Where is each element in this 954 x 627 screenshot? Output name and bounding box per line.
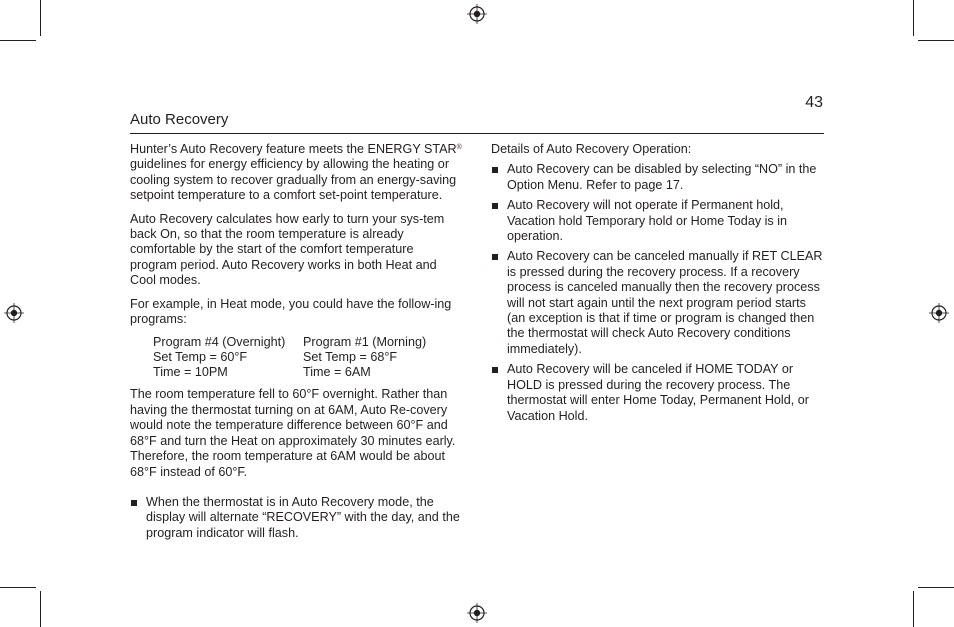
bullet-square-icon xyxy=(492,367,498,373)
table-row xyxy=(153,335,426,350)
list-item: Auto Recovery can be disabled by selecting “NO” in the Option Menu. Refer to page 17. xyxy=(491,162,824,193)
crop-mark xyxy=(40,591,41,627)
table-cell: Time = 10PM xyxy=(153,365,228,380)
registration-mark-icon xyxy=(929,303,949,323)
crop-mark xyxy=(40,0,41,36)
bullet-square-icon xyxy=(492,254,498,260)
list-item: Auto Recovery will be canceled if HOME TODAY or HOLD is pressed during the recovery process. The thermostat will enter Home Today, Permanent Hold, or Vacation Hold. xyxy=(491,362,824,424)
right-column xyxy=(491,142,824,429)
table-row xyxy=(153,350,426,365)
header-divider xyxy=(130,133,824,134)
registration-mark-icon xyxy=(467,4,487,24)
page-number: 43 xyxy=(805,94,823,111)
details-heading: Details of Auto Recovery Operation: xyxy=(491,142,692,156)
right-bullet-list xyxy=(491,162,824,424)
left-column xyxy=(130,142,463,546)
registration-mark-icon xyxy=(4,303,24,323)
list-item: Auto Recovery will not operate if Permanent hold, Vacation hold Temporary hold or Home Today is in operation. xyxy=(491,198,824,244)
program-table xyxy=(153,335,426,380)
crop-mark xyxy=(913,591,914,627)
list-item: When the thermostat is in Auto Recovery mode, the display will alternate “RECOVERY” with the day, and the program indicator will flash. xyxy=(130,495,463,541)
crop-mark xyxy=(0,40,36,41)
registration-mark-icon xyxy=(467,603,487,623)
crop-mark xyxy=(918,40,954,41)
bullet-square-icon xyxy=(492,167,498,173)
intro-paragraph: Hunter’s Auto Recovery feature meets the ENERGY STAR® guidelines for energy efficiency by allowing the heating or cooling system to recover gradually from an energy-saving setpoint temperature to a comfort set-point temperature. xyxy=(130,142,462,203)
crop-mark xyxy=(918,587,954,588)
registered-mark: ® xyxy=(456,144,462,151)
bullet-square-icon xyxy=(492,203,498,209)
table-cell: Set Temp = 68°F xyxy=(303,350,398,365)
table-cell: Set Temp = 60°F xyxy=(153,350,248,365)
table-cell: Time = 6AM xyxy=(303,365,371,380)
table-cell: Program #4 (Overnight) xyxy=(153,335,286,350)
table-cell: Program #1 (Morning) xyxy=(303,335,427,350)
table-row xyxy=(153,365,426,380)
crop-mark xyxy=(0,587,36,588)
section-title: Auto Recovery xyxy=(130,111,229,128)
example-paragraph: For example, in Heat mode, you could have the follow-ing programs: xyxy=(130,296,452,327)
explanation-paragraph: The room temperature fell to 60°F overnight. Rather than having the thermostat turning on at 6AM, Auto Re-covery would note the temperature difference between 60°F and 68°F and turn the Heat on approximately 30 minutes early. Therefore, the room temperature at 6AM would be about 68°F instead of 60°F. xyxy=(130,387,456,479)
list-item: Auto Recovery can be canceled manually if RET CLEAR is pressed during the recovery process. If a recovery process is canceled manually then the recovery process will not start again until the next program period starts (an exception is that if time or program is changed then the thermostat will check Auto Recovery conditions immediately). xyxy=(491,249,824,357)
calculation-paragraph: Auto Recovery calculates how early to turn your sys-tem back On, so that the room temperature is already comfortable by the start of the comfort temperature program period. Auto Recovery works in both Heat and Cool modes. xyxy=(130,211,445,288)
bullet-square-icon xyxy=(131,500,137,506)
crop-mark xyxy=(913,0,914,36)
left-bullet-list xyxy=(130,495,463,541)
